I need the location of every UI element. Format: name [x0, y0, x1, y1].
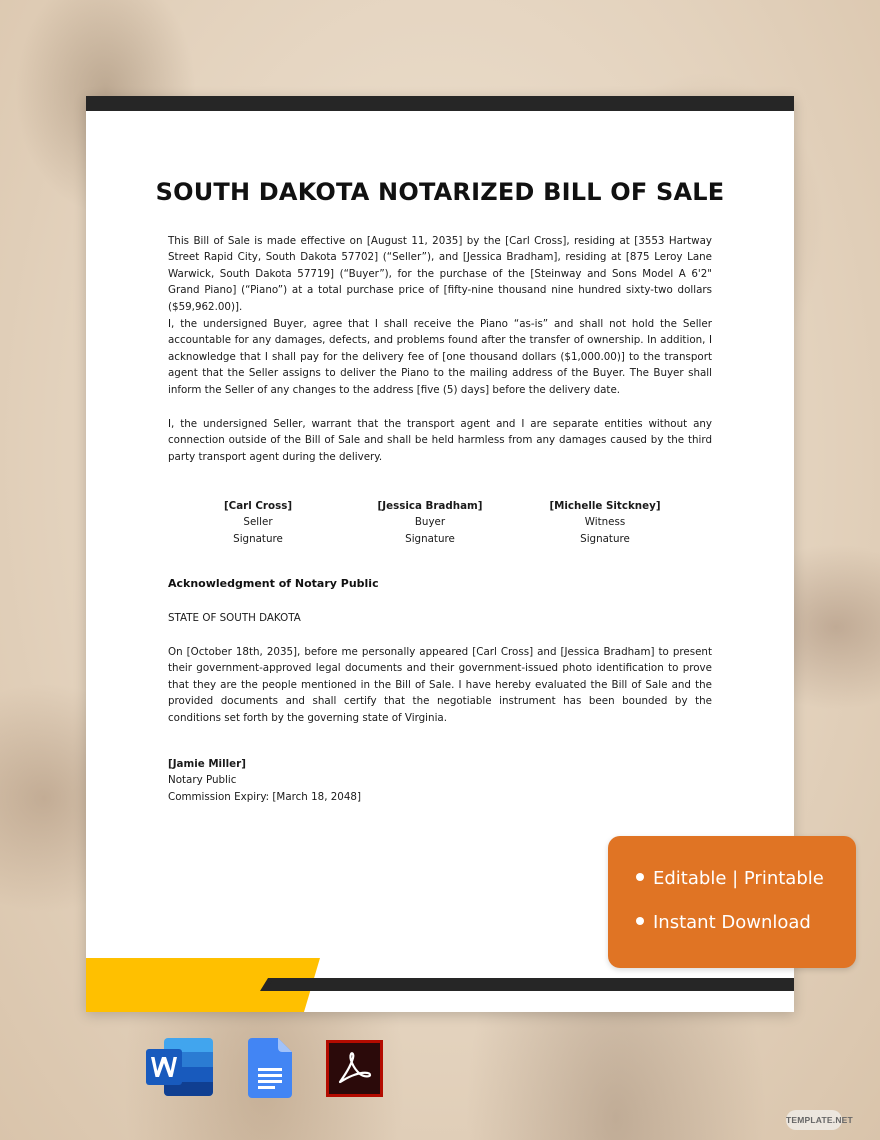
seller-paragraph: I, the undersigned Seller, warrant that the transport agent and I are separate entities without any connection outside of the Bill of Sale and shall be held harmless from any damages caused by the third party transport agent during the delivery. — [168, 418, 712, 463]
pdf-icon[interactable] — [326, 1040, 383, 1097]
signature-label: Signature — [580, 532, 630, 545]
signature-label: Signature — [233, 532, 283, 545]
footer-dark-stripe-inner — [268, 980, 794, 989]
intro-paragraph: This Bill of Sale is made effective on [August 11, 2035] by the [Carl Cross], residing at [3553 Hartway Street Rapid City, South Dakota 57702] (“Seller”), and [Jessica Bradham], residing at [875 Leroy Lane Warwick, South Dakota 57719] (“Buyer”), for the purchase of the [Steinway and Sons Model A 6'2" Grand Piano] (“Piano”) at a total purchase price of [fifty-nine thousand nine hundred sixty-two dollars ($59,962.00)]. — [168, 235, 712, 313]
notary-signature-block — [168, 756, 361, 805]
notary-name: [Jamie Miller] — [168, 758, 246, 770]
state-line: STATE OF SOUTH DAKOTA — [168, 612, 301, 624]
promo-item-editable — [636, 868, 824, 889]
promo-text: Editable | Printable — [653, 868, 824, 889]
signature-role: Witness — [584, 516, 626, 529]
promo-text: Instant Download — [653, 912, 811, 933]
top-bar — [86, 96, 794, 111]
promo-card — [608, 836, 856, 968]
word-icon[interactable] — [146, 1038, 213, 1096]
commission-expiry: Commission Expiry: [March 18, 2048] — [168, 790, 361, 803]
witness-signature — [515, 498, 695, 547]
signature-role: Buyer — [414, 516, 446, 529]
notary-paragraph: On [October 18th, 2035], before me personally appeared [Carl Cross] and [Jessica Bradham] to present their government-approved legal documents and their government-issued photo identification to prove that they are the people mentioned in the Bill of Sale. I have hereby evaluated the Bill of Sale and the provided documents and shall certify that the negotiable instrument has been bounded by the conditions set forth by the governing state of Virginia. — [168, 646, 712, 724]
bullet-icon — [636, 873, 644, 881]
signature-name: [Michelle Sitckney] — [549, 500, 661, 512]
notary-heading: Acknowledgment of Notary Public — [168, 577, 379, 590]
document-title: SOUTH DAKOTA NOTARIZED BILL OF SALE — [155, 178, 725, 206]
signature-role: Seller — [243, 516, 273, 529]
signature-name: [Carl Cross] — [223, 500, 293, 512]
buyer-signature — [340, 498, 520, 547]
google-docs-icon[interactable] — [248, 1038, 292, 1098]
template-net-badge: TEMPLATE.NET — [786, 1110, 842, 1130]
buyer-paragraph: I, the undersigned Buyer, agree that I shall receive the Piano “as-is” and shall not hold the Seller accountable for any damages, defects, and problems found after the transfer of ownership. In addition, I acknowledge that I shall pay for the delivery fee of [one thousand dollars ($1,000.00)] to the transport agent that the Seller assigns to deliver the Piano to the mailing address of the Buyer. The Buyer shall inform the Seller of any changes to the address [five (5) days] before the delivery date. — [168, 318, 712, 396]
seller-signature — [168, 498, 348, 547]
signature-name: [Jessica Bradham] — [377, 500, 483, 512]
signature-label: Signature — [405, 532, 455, 545]
promo-item-download — [636, 912, 811, 933]
signature-block — [168, 498, 712, 550]
bullet-icon — [636, 917, 644, 925]
notary-title: Notary Public — [168, 774, 237, 787]
